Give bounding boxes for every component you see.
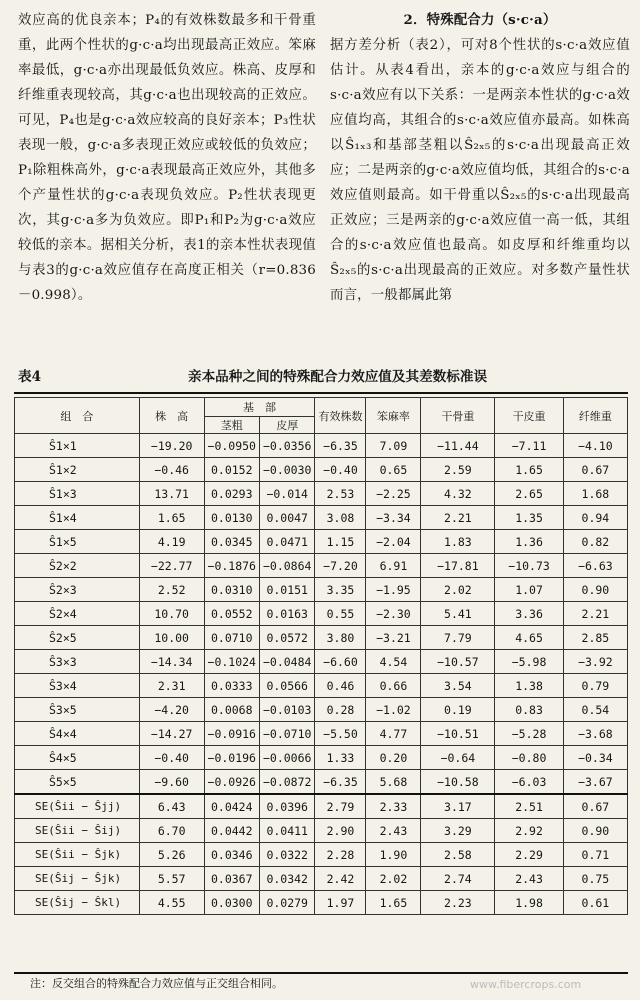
section-heading: 2．特殊配合力（s·c·a）: [403, 12, 557, 28]
table-cell: 1.36: [495, 530, 563, 554]
table-row: [15, 626, 628, 650]
table-cell: 0.0572: [259, 626, 314, 650]
table-caption: [18, 366, 628, 388]
table-cell: 2.42: [315, 867, 366, 891]
table-cell: 0.0130: [204, 506, 259, 530]
table-cell: 0.83: [495, 698, 563, 722]
table-cell: −10.73: [495, 554, 563, 578]
row-label: SE(Ŝii − Ŝjk): [15, 843, 140, 867]
table-cell: 0.66: [366, 674, 421, 698]
table-title: 亲本品种之间的特殊配合力效应值及其差数标准误: [188, 369, 488, 385]
table-cell: 0.0367: [204, 867, 259, 891]
table-cell: 0.0151: [259, 578, 314, 602]
table-cell: 2.74: [421, 867, 495, 891]
row-label: SE(Ŝij − Ŝjk): [15, 867, 140, 891]
table-cell: 10.70: [139, 602, 204, 626]
row-label: SE(Ŝii − Ŝjj): [15, 794, 140, 819]
table-cell: −0.0030: [259, 458, 314, 482]
table-cell: 1.33: [315, 746, 366, 770]
table-cell: 2.58: [421, 843, 495, 867]
table-cell: 2.33: [366, 794, 421, 819]
table-row: [15, 843, 628, 867]
table-cell: 0.54: [563, 698, 627, 722]
table-cell: 0.0279: [259, 891, 314, 915]
table-cell: 3.29: [421, 819, 495, 843]
table-cell: −6.35: [315, 770, 366, 795]
body-paragraph: 效应高的优良亲本；P₄的有效株数最多和干骨重重，此两个性状的g·c·a均出现最高正效应。笨麻率最低，g·c·a亦出现最低负效应。株高、皮厚和纤维重表现较高，其g·c·a也出现较高的正效应。可见，P₄也是g·c·a效应较高的良好亲本；P₃性状表现一般，g·c·a多表现正效应或较低的负效应；P₁除粗株高外，g·c·a表现最高正效应外，其他多个产量性状的g·c·a表现负效应。P₂性状表现更次，其g·c·a多为负效应。即P₁和P₂为g·c·a效应较低的亲本。据相关分析，表1的亲本性状表现值与表3的g·c·a效应值存在高度正相关（r=0.836－0.998）。: [18, 13, 316, 303]
table-cell: 4.32: [421, 482, 495, 506]
row-label: Ŝ3×5: [15, 698, 140, 722]
table-cell: 0.0300: [204, 891, 259, 915]
table-cell: 0.28: [315, 698, 366, 722]
table-row: [15, 770, 628, 795]
table-cell: −6.60: [315, 650, 366, 674]
table-cell: 0.0552: [204, 602, 259, 626]
table-cell: −14.34: [139, 650, 204, 674]
table-cell: −3.34: [366, 506, 421, 530]
row-label: Ŝ1×3: [15, 482, 140, 506]
header-combo: 组 合: [15, 398, 140, 434]
table-cell: 0.46: [315, 674, 366, 698]
table-cell: 2.65: [495, 482, 563, 506]
table-footnote: 注：反交组合的特殊配合力效应值与正交组合相同。: [30, 977, 283, 990]
table-cell: 0.0346: [204, 843, 259, 867]
row-label: Ŝ2×5: [15, 626, 140, 650]
row-label: Ŝ2×4: [15, 602, 140, 626]
table-row: [15, 458, 628, 482]
table-row: [15, 698, 628, 722]
table-cell: −3.21: [366, 626, 421, 650]
table-cell: 3.36: [495, 602, 563, 626]
header-fiber: 纤维重: [563, 398, 627, 434]
row-label: Ŝ1×2: [15, 458, 140, 482]
table-cell: 0.71: [563, 843, 627, 867]
header-height: 株 高: [139, 398, 204, 434]
table-row: [15, 554, 628, 578]
table-cell: 0.67: [563, 458, 627, 482]
table-cell: 2.02: [421, 578, 495, 602]
header-stem-diameter: 茎粗: [204, 417, 259, 434]
table-cell: −0.0926: [204, 770, 259, 795]
table-cell: 7.79: [421, 626, 495, 650]
table-cell: 0.82: [563, 530, 627, 554]
table-cell: −0.014: [259, 482, 314, 506]
table-cell: 0.90: [563, 578, 627, 602]
table-cell: 0.0152: [204, 458, 259, 482]
table-row: [15, 482, 628, 506]
table-cell: 5.68: [366, 770, 421, 795]
row-label: Ŝ4×4: [15, 722, 140, 746]
table-row: [15, 867, 628, 891]
table-cell: −22.77: [139, 554, 204, 578]
table-row: [15, 794, 628, 819]
table-cell: 0.94: [563, 506, 627, 530]
table-row: [15, 530, 628, 554]
table-row: [15, 674, 628, 698]
table-cell: 1.65: [495, 458, 563, 482]
table-cell: 0.0566: [259, 674, 314, 698]
table-cell: 0.0322: [259, 843, 314, 867]
table-row: [15, 578, 628, 602]
table-cell: 1.07: [495, 578, 563, 602]
table-cell: −0.1876: [204, 554, 259, 578]
table-cell: −17.81: [421, 554, 495, 578]
table-cell: 1.90: [366, 843, 421, 867]
table-cell: 4.77: [366, 722, 421, 746]
table-cell: 10.00: [139, 626, 204, 650]
table-cell: −0.0066: [259, 746, 314, 770]
table-cell: 0.90: [563, 819, 627, 843]
table-cell: 4.54: [366, 650, 421, 674]
table-cell: 1.97: [315, 891, 366, 915]
table-cell: −9.60: [139, 770, 204, 795]
table-cell: −1.95: [366, 578, 421, 602]
table-cell: 2.31: [139, 674, 204, 698]
table-cell: 0.55: [315, 602, 366, 626]
table-cell: 0.20: [366, 746, 421, 770]
table-cell: 0.0345: [204, 530, 259, 554]
table-cell: −14.27: [139, 722, 204, 746]
table-cell: 2.92: [495, 819, 563, 843]
table-cell: 2.02: [366, 867, 421, 891]
table-cell: 1.83: [421, 530, 495, 554]
table-cell: −0.0356: [259, 434, 314, 458]
table-cell: −7.20: [315, 554, 366, 578]
header-dry-stalk: 干骨重: [421, 398, 495, 434]
table-cell: 2.43: [366, 819, 421, 843]
right-text-column: [330, 8, 630, 308]
table-cell: −2.04: [366, 530, 421, 554]
table-cell: 0.0411: [259, 819, 314, 843]
table-cell: 3.54: [421, 674, 495, 698]
table-cell: 1.38: [495, 674, 563, 698]
header-effective-plants: 有效株数: [315, 398, 366, 434]
table-cell: −2.30: [366, 602, 421, 626]
row-label: Ŝ4×5: [15, 746, 140, 770]
table-cell: −1.02: [366, 698, 421, 722]
table-cell: 2.21: [563, 602, 627, 626]
table-cell: 2.79: [315, 794, 366, 819]
table-cell: −11.44: [421, 434, 495, 458]
table-cell: −0.0196: [204, 746, 259, 770]
table-cell: 0.65: [366, 458, 421, 482]
row-label: Ŝ3×3: [15, 650, 140, 674]
table-cell: 2.90: [315, 819, 366, 843]
table-cell: 6.91: [366, 554, 421, 578]
row-label: Ŝ1×4: [15, 506, 140, 530]
row-label: Ŝ1×1: [15, 434, 140, 458]
table-cell: −2.25: [366, 482, 421, 506]
row-label: Ŝ3×4: [15, 674, 140, 698]
table-cell: −0.46: [139, 458, 204, 482]
site-watermark: www.fibercrops.com: [470, 978, 582, 991]
header-base: 基 部: [204, 398, 315, 417]
table-cell: 0.0471: [259, 530, 314, 554]
body-paragraph: 据方差分析（表2），可对8个性状的s·c·a效应值估计。从表4看出，亲本的g·c·a效应与组合的s·c·a效应有以下关系：一是两亲本性状的g·c·a效应值均高，其组合的s·c·a效应值亦最高。如株高以Ŝ₁ₓ₃和基部茎粗以Ŝ₂ₓ₅的s·c·a出现最高正效应；二是两亲的g·c·a效应值均低，其组合的s·c·a效应值则最高。如干骨重以Ŝ₂ₓ₅的s·c·a出现最高正效应；三是两亲的g·c·a效应值一高一低，其组合的s·c·a效应值也最高。如皮厚和纤维重均以Ŝ₂ₓ₅的s·c·a出现最高的正效应。对多数产量性状而言，一般都属此第: [330, 38, 630, 303]
table-cell: 7.09: [366, 434, 421, 458]
row-label: Ŝ2×2: [15, 554, 140, 578]
table-cell: −10.58: [421, 770, 495, 795]
table-cell: 4.19: [139, 530, 204, 554]
table-cell: −7.11: [495, 434, 563, 458]
table-cell: −0.0950: [204, 434, 259, 458]
table-cell: 2.23: [421, 891, 495, 915]
table-cell: 13.71: [139, 482, 204, 506]
table-cell: −0.0872: [259, 770, 314, 795]
table-cell: 5.41: [421, 602, 495, 626]
table-cell: 1.35: [495, 506, 563, 530]
table-cell: −0.40: [315, 458, 366, 482]
table-cell: −0.40: [139, 746, 204, 770]
table-cell: −5.98: [495, 650, 563, 674]
row-label: SE(Ŝii − Ŝij): [15, 819, 140, 843]
table-cell: 0.0333: [204, 674, 259, 698]
table-row: [15, 891, 628, 915]
table-cell: 3.35: [315, 578, 366, 602]
table-cell: 0.0342: [259, 867, 314, 891]
table-row: [15, 819, 628, 843]
table-cell: 2.51: [495, 794, 563, 819]
table-cell: −19.20: [139, 434, 204, 458]
table-cell: 3.80: [315, 626, 366, 650]
table-cell: 0.79: [563, 674, 627, 698]
table-cell: 2.53: [315, 482, 366, 506]
table-cell: −4.10: [563, 434, 627, 458]
row-label: Ŝ1×5: [15, 530, 140, 554]
table-cell: −0.0484: [259, 650, 314, 674]
table-cell: 0.0068: [204, 698, 259, 722]
table-cell: 1.68: [563, 482, 627, 506]
table-cell: 0.0424: [204, 794, 259, 819]
table-cell: 5.57: [139, 867, 204, 891]
table-cell: 0.0163: [259, 602, 314, 626]
table-cell: −4.20: [139, 698, 204, 722]
table-cell: −6.35: [315, 434, 366, 458]
sca-effect-table: [14, 397, 628, 915]
row-label: SE(Ŝij − Ŝkl): [15, 891, 140, 915]
table-row: [15, 722, 628, 746]
table-cell: −0.0916: [204, 722, 259, 746]
table-cell: 0.0310: [204, 578, 259, 602]
table-cell: −0.0710: [259, 722, 314, 746]
table-cell: 2.59: [421, 458, 495, 482]
table-row: [15, 602, 628, 626]
table-cell: 1.65: [366, 891, 421, 915]
table-cell: 2.28: [315, 843, 366, 867]
header-stupid-rate: 笨麻率: [366, 398, 421, 434]
table-cell: −6.63: [563, 554, 627, 578]
table-cell: 1.98: [495, 891, 563, 915]
table-cell: 2.52: [139, 578, 204, 602]
table-cell: 0.75: [563, 867, 627, 891]
table-cell: −3.68: [563, 722, 627, 746]
table-row: [15, 650, 628, 674]
table-cell: 4.55: [139, 891, 204, 915]
table-cell: 4.65: [495, 626, 563, 650]
row-label: Ŝ5×5: [15, 770, 140, 795]
table-cell: −0.0103: [259, 698, 314, 722]
table-cell: 2.29: [495, 843, 563, 867]
table-cell: 1.15: [315, 530, 366, 554]
table-row: [15, 506, 628, 530]
table-cell: 0.0710: [204, 626, 259, 650]
table-cell: 3.17: [421, 794, 495, 819]
table-cell: 0.61: [563, 891, 627, 915]
table-cell: −0.64: [421, 746, 495, 770]
table-row: [15, 434, 628, 458]
header-dry-bark: 干皮重: [495, 398, 563, 434]
row-label: Ŝ2×3: [15, 578, 140, 602]
table-top-rule: [14, 392, 628, 394]
table-cell: 2.21: [421, 506, 495, 530]
table-cell: 0.19: [421, 698, 495, 722]
table-cell: −0.1024: [204, 650, 259, 674]
table-cell: 3.08: [315, 506, 366, 530]
table-cell: −10.57: [421, 650, 495, 674]
table-cell: −3.92: [563, 650, 627, 674]
table-cell: 2.43: [495, 867, 563, 891]
table-cell: −5.28: [495, 722, 563, 746]
table-cell: 0.0047: [259, 506, 314, 530]
left-text-column: [18, 8, 316, 308]
table-cell: 0.0442: [204, 819, 259, 843]
table-cell: −0.80: [495, 746, 563, 770]
table-cell: 0.0396: [259, 794, 314, 819]
table-cell: 1.65: [139, 506, 204, 530]
table-cell: 0.0293: [204, 482, 259, 506]
table-cell: 2.85: [563, 626, 627, 650]
table-cell: −0.0864: [259, 554, 314, 578]
header-bark-thickness: 皮厚: [259, 417, 314, 434]
table-cell: −0.34: [563, 746, 627, 770]
table-cell: −3.67: [563, 770, 627, 795]
table-row: [15, 746, 628, 770]
table-cell: 6.43: [139, 794, 204, 819]
table-label: 表4: [18, 369, 42, 385]
table-cell: −6.03: [495, 770, 563, 795]
table-cell: 6.70: [139, 819, 204, 843]
table-cell: 0.67: [563, 794, 627, 819]
table-bottom-rule: [14, 972, 628, 974]
table-cell: −10.51: [421, 722, 495, 746]
table-cell: −5.50: [315, 722, 366, 746]
table-cell: 5.26: [139, 843, 204, 867]
